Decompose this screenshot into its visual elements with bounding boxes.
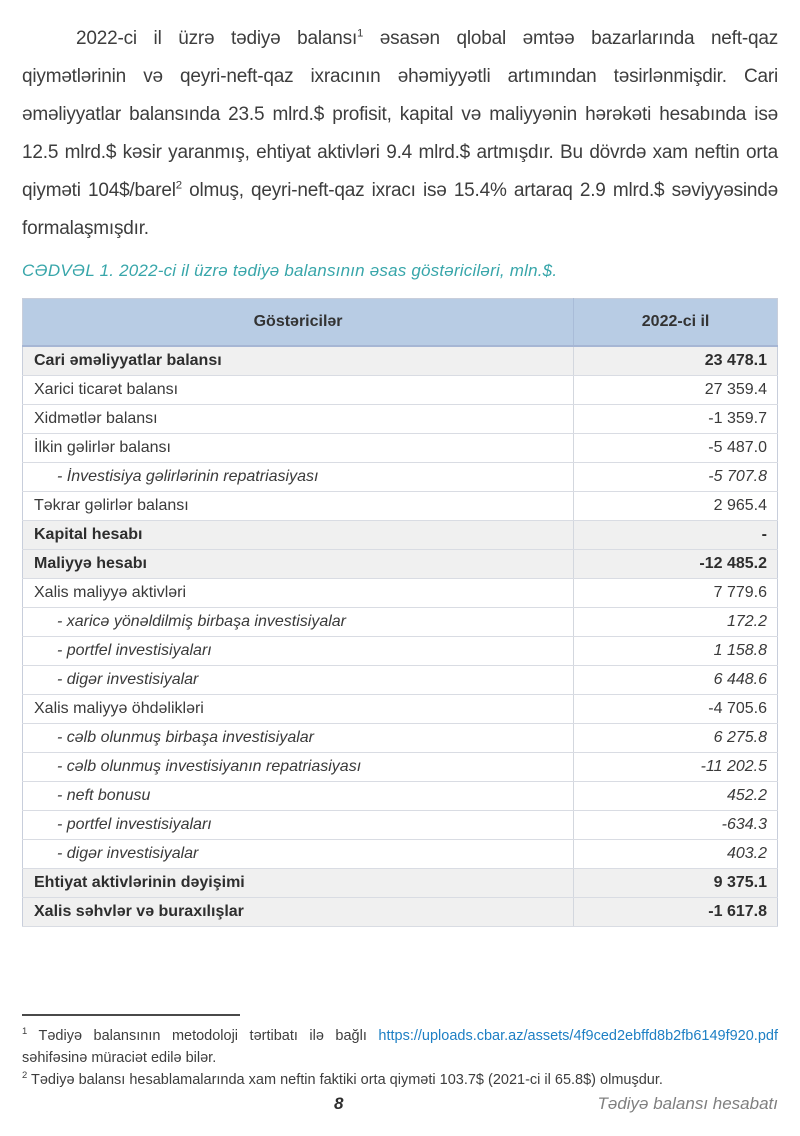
footnote-1-marker: 1	[22, 1025, 28, 1037]
row-label: Xarici ticarət balansı	[23, 376, 574, 405]
row-value: 2 965.4	[574, 492, 778, 521]
footnote-ref-2: 2	[175, 179, 182, 192]
footnote-1-text-before: Tədiyə balansının metodoloji tərtibatı ilə bağlı	[38, 1028, 367, 1044]
row-label: Təkrar gəlirlər balansı	[23, 492, 574, 521]
row-value: 172.2	[574, 608, 778, 637]
intro-text-part3: olmuş, qeyri-neft-qaz ixracı isə 15.4% artaraq 2.9 mlrd.$ səviyyəsində formalaşmışdır.	[22, 180, 778, 239]
row-value: -1 617.8	[574, 898, 778, 927]
row-value: 23 478.1	[574, 346, 778, 376]
row-label: Xalis maliyyə öhdəlikləri	[23, 695, 574, 724]
row-label: Kapital hesabı	[23, 521, 574, 550]
table-header	[23, 299, 778, 347]
row-label: - xaricə yönəldilmiş birbaşa investisiyalar	[23, 608, 574, 637]
footnote-ref-1: 1	[357, 27, 364, 40]
table-row	[23, 434, 778, 463]
row-label: - digər investisiyalar	[23, 840, 574, 869]
footnote-1-link[interactable]: https://uploads.cbar.az/assets/4f9ced2ebffd8b2fb6149f920.pdf	[378, 1028, 778, 1044]
row-value: 6 275.8	[574, 724, 778, 753]
row-value: 27 359.4	[574, 376, 778, 405]
row-label: - cəlb olunmuş birbaşa investisiyalar	[23, 724, 574, 753]
row-label: Ehtiyat aktivlərinin dəyişimi	[23, 869, 574, 898]
row-value: -	[574, 521, 778, 550]
footnote-area	[22, 1014, 778, 1118]
row-label: Xidmətlər balansı	[23, 405, 574, 434]
table-row	[23, 666, 778, 695]
footnote-separator	[22, 1014, 240, 1016]
table-header-indicators: Göstəricilər	[23, 299, 574, 347]
row-value: -634.3	[574, 811, 778, 840]
table-header-row	[23, 299, 778, 347]
row-label: Maliyyə hesabı	[23, 550, 574, 579]
table-row	[23, 346, 778, 376]
row-value: 403.2	[574, 840, 778, 869]
footnote-1	[22, 1025, 778, 1069]
row-label: Xalis maliyyə aktivləri	[23, 579, 574, 608]
row-value: -11 202.5	[574, 753, 778, 782]
row-label: - cəlb olunmuş investisiyanın repatriasiyası	[23, 753, 574, 782]
table-row	[23, 782, 778, 811]
footnote-2-marker: 2	[22, 1069, 28, 1081]
table-caption: CƏDVƏL 1. 2022-ci il üzrə tədiyə balansının əsas göstəriciləri, mln.$.	[22, 261, 558, 280]
page-number: 8	[334, 1094, 344, 1113]
table-row	[23, 463, 778, 492]
row-value: 9 375.1	[574, 869, 778, 898]
table-row	[23, 898, 778, 927]
intro-paragraph	[22, 20, 778, 248]
page-footer	[22, 1094, 778, 1118]
table-row	[23, 869, 778, 898]
row-label: - portfel investisiyaları	[23, 811, 574, 840]
row-label: - digər investisiyalar	[23, 666, 574, 695]
row-value: -5 487.0	[574, 434, 778, 463]
footer-title: Tədiyə balansı hesabatı	[597, 1094, 778, 1113]
table-row	[23, 492, 778, 521]
table-row	[23, 405, 778, 434]
intro-text-part1: 2022-ci il üzrə tədiyə balansı	[76, 28, 358, 49]
row-value: 6 448.6	[574, 666, 778, 695]
row-value: -4 705.6	[574, 695, 778, 724]
table-row	[23, 637, 778, 666]
footnote-1-text-after: səhifəsinə müraciət edilə bilər.	[22, 1050, 217, 1066]
table-row	[23, 608, 778, 637]
row-label: - portfel investisiyaları	[23, 637, 574, 666]
table-header-year: 2022-ci il	[574, 299, 778, 347]
table-row	[23, 724, 778, 753]
table-row	[23, 811, 778, 840]
table-row	[23, 550, 778, 579]
row-value: -12 485.2	[574, 550, 778, 579]
table-body	[23, 346, 778, 927]
row-value: 7 779.6	[574, 579, 778, 608]
table-row	[23, 376, 778, 405]
table-row	[23, 753, 778, 782]
intro-text-part2: əsasən qlobal əmtəə bazarlarında neft-qaz qiymətlərinin və qeyri-neft-qaz ixracının əhəmiyyətli artımından təsirlənmişdir. Cari əməliyyatlar balansında 23.5 mlrd.$ profisit, kapital və maliyyənin hərəkəti hesabında isə 12.5 mlrd.$ kəsir yaranmış, ehtiyat aktivləri 9.4 mlrd.$ artmışdır. Bu dövrdə xam neftin orta qiyməti 104$/barel	[22, 28, 778, 201]
table-row	[23, 579, 778, 608]
footnote-2	[22, 1069, 778, 1091]
row-label: Cari əməliyyatlar balansı	[23, 346, 574, 376]
balance-of-payments-table	[22, 298, 778, 927]
row-label: - İnvestisiya gəlirlərinin repatriasiyası	[23, 463, 574, 492]
row-label: İlkin gəlirlər balansı	[23, 434, 574, 463]
table-row	[23, 840, 778, 869]
row-value: 452.2	[574, 782, 778, 811]
row-label: Xalis səhvlər və buraxılışlar	[23, 898, 574, 927]
row-value: -1 359.7	[574, 405, 778, 434]
footnote-2-text: Tədiyə balansı hesablamalarında xam neftin faktiki orta qiyməti 103.7$ (2021-ci il 65.8$) olmuşdur.	[31, 1072, 663, 1088]
row-value: -5 707.8	[574, 463, 778, 492]
row-label: - neft bonusu	[23, 782, 574, 811]
table-row	[23, 695, 778, 724]
table-row	[23, 521, 778, 550]
row-value: 1 158.8	[574, 637, 778, 666]
